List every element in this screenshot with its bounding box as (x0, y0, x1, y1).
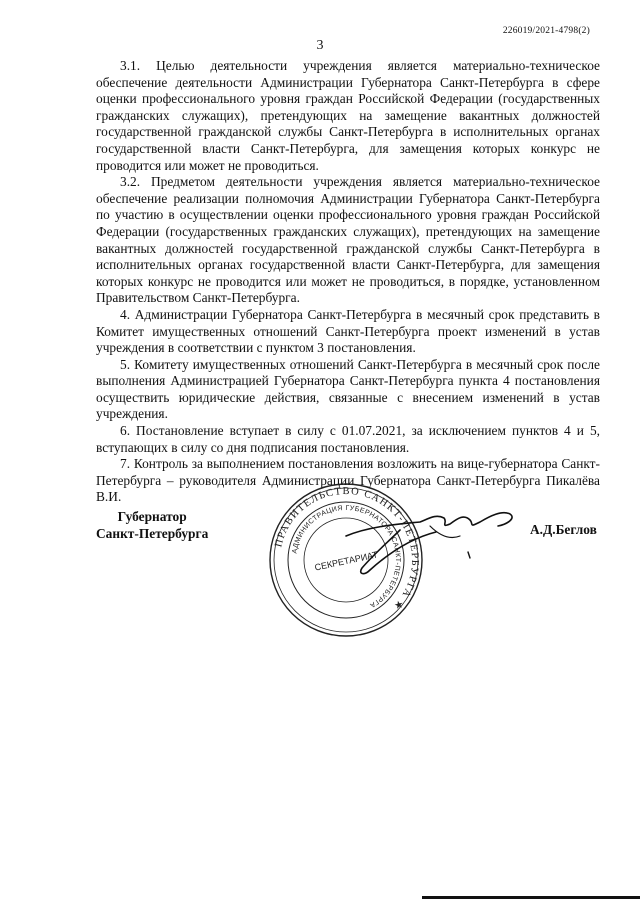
footer-rule (422, 896, 640, 899)
signer-name: А.Д.Беглов (530, 522, 597, 537)
page-number: 3 (316, 38, 324, 53)
paragraph-5: 5. Комитету имущественных отношений Санкт-Петербурга в месячный срок после выполнения Администрацией Губернатора Санкт-Петербурга пункта 4 постановления осуществить юридические действия, связанные с внесением изменений в устав учреждения. (96, 356, 600, 422)
svg-text:СЕКРЕТАРИАТ: СЕКРЕТАРИАТ (313, 549, 379, 573)
paragraph-3-1: 3.1. Целью деятельности учреждения является материально-техническое обеспечение деятельности Администрации Губернатора Санкт-Петербурга в сфере оценки профессионального уровня граждан Российской Федерации (государственных гражданских служащих), претендующих на замещение вакантных должностей государственной гражданской службы Санкт-Петербурга в исполнительных органах государственной власти Санкт-Петербурга, для замещения которых конкурс не проводится или может не проводиться. (96, 58, 600, 173)
svg-text:ПРАВИТЕЛЬСТВО САНКТ-ПЕТЕРБУРГ: ПРАВИТЕЛЬСТВО САНКТ-ПЕТЕРБУРГА ★ (273, 485, 421, 613)
paragraph-6: 6. Постановление вступает в силу с 01.07.2021, за исключением пунктов 4 и 5, вступающих в силу со дня подписания постановления. (96, 423, 600, 455)
signer-position (96, 508, 208, 542)
document-body (96, 58, 600, 506)
signer-position-region: Санкт-Петербурга (96, 526, 209, 541)
paragraph-3-2: 3.2. Предметом деятельности учреждения является материально-техническое обеспечение реализации полномочия Администрации Губернатора Санкт-Петербурга по участию в осуществлении оценки профессионального уровня граждан Российской Федерации (государственных гражданских служащих), претендующих на замещение вакантных должностей государственной гражданской службы Санкт-Петербурга в исполнительных органах государственной власти Санкт-Петербурга, для замещения которых конкурс не проводится или может не проводиться, в порядке, установленном Правительством Санкт-Петербурга. (96, 174, 600, 306)
signer-position-title: Губернатор (117, 509, 187, 524)
document-number: 226019/2021-4798(2) (502, 26, 590, 36)
paragraph-7: 7. Контроль за выполнением постановления возложить на вице-губернатора Санкт-Петербурга – руководителя Администрации Губернатора Санкт-Петербурга Пикалёва В.И. (96, 456, 600, 505)
svg-text:АДМИНИСТРАЦИЯ ГУБЕРНАТОРА САНК: АДМИНИСТРАЦИЯ ГУБЕРНАТОРА САНКТ-ПЕТЕРБУРГА (291, 504, 402, 609)
paragraph-4: 4. Администрации Губернатора Санкт-Петербурга в месячный срок представить в Комитет имущественных отношений Санкт-Петербурга проект изменений в устав учреждения в соответствии с пунктом 3 постановления. (96, 306, 600, 356)
handwritten-signature (340, 496, 520, 586)
